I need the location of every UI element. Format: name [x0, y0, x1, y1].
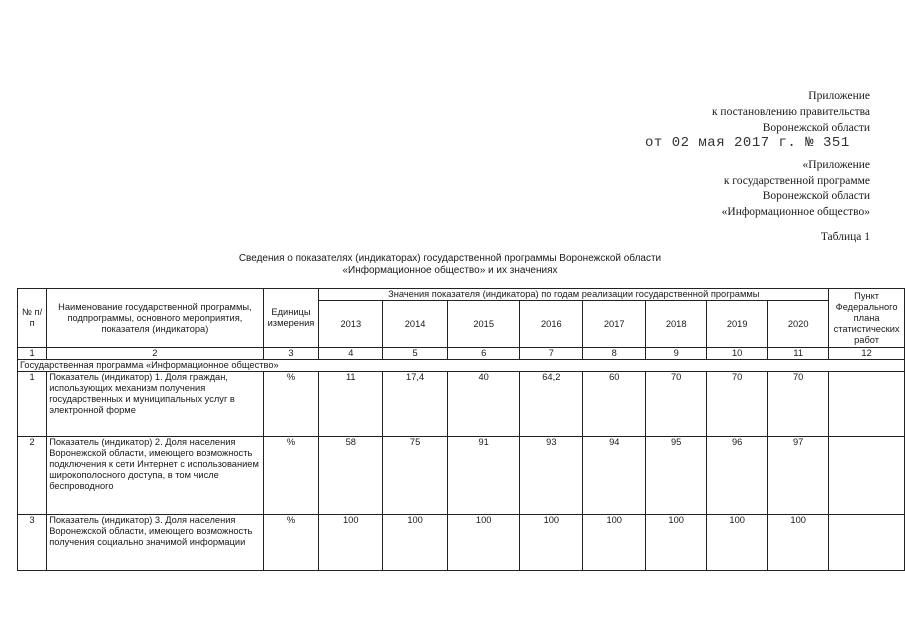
- indicator-unit: %: [263, 515, 319, 571]
- decree-date: от 02 мая 2017 г. № 351: [645, 135, 850, 151]
- indicator-value: 17,4: [383, 372, 448, 437]
- appendix-header: [712, 88, 870, 136]
- indicator-value: 91: [448, 437, 520, 515]
- federal-plan-cell: [829, 372, 905, 437]
- indicator-value: 60: [583, 372, 646, 437]
- year-header: 2013: [319, 301, 383, 348]
- column-number: 1: [18, 348, 47, 360]
- table-row: [18, 515, 905, 571]
- indicator-name: Показатель (индикатор) 1. Доля граждан, использующих механизм получения государственных и муниципальных услуг в электронной форме: [47, 372, 263, 437]
- indicator-value: 75: [383, 437, 448, 515]
- column-number: 11: [768, 348, 829, 360]
- indicator-unit: %: [263, 372, 319, 437]
- column-number: 4: [319, 348, 383, 360]
- indicator-unit: %: [263, 437, 319, 515]
- column-number: 10: [707, 348, 768, 360]
- indicators-table: [17, 288, 905, 571]
- year-header: 2020: [768, 301, 829, 348]
- header-num: № п/п: [18, 289, 47, 348]
- year-header: 2017: [583, 301, 646, 348]
- federal-plan-cell: [829, 437, 905, 515]
- prior-appendix-line-1: «Приложение: [802, 159, 870, 171]
- header-values-group: Значения показателя (индикатора) по годам реализации государственной программы: [319, 289, 829, 301]
- row-number: 3: [18, 515, 47, 571]
- table-row: [18, 372, 905, 437]
- prior-appendix-line-2: к государственной программе: [723, 174, 870, 187]
- indicator-value: 100: [319, 515, 383, 571]
- indicator-value: 64,2: [520, 372, 583, 437]
- indicator-value: 95: [646, 437, 707, 515]
- indicator-value: 94: [583, 437, 646, 515]
- header-units: Единицы измерения: [263, 289, 319, 348]
- year-header: 2014: [383, 301, 448, 348]
- header-federal-plan: Пункт Федерального плана статистических работ: [829, 289, 905, 348]
- indicator-name: Показатель (индикатор) 3. Доля населения Воронежской области, имеющего возможность получения социально значимой информации: [47, 515, 263, 571]
- appendix-line-2: к постановлению правительства: [711, 106, 870, 118]
- indicator-value: 100: [768, 515, 829, 571]
- year-header: 2015: [448, 301, 520, 348]
- column-number: 5: [383, 348, 448, 360]
- column-number: 6: [448, 348, 520, 360]
- indicator-value: 100: [520, 515, 583, 571]
- year-header: 2018: [646, 301, 707, 348]
- column-number: 12: [829, 348, 905, 360]
- indicator-value: 70: [646, 372, 707, 437]
- program-name: Государственная программа «Информационное общество»: [18, 360, 905, 372]
- row-number: 1: [18, 372, 47, 437]
- row-number: 2: [18, 437, 47, 515]
- indicator-value: 70: [707, 372, 768, 437]
- indicator-value: 100: [383, 515, 448, 571]
- column-number: 2: [47, 348, 263, 360]
- indicator-value: 70: [768, 372, 829, 437]
- prior-appendix-header: [722, 158, 870, 220]
- federal-plan-cell: [829, 515, 905, 571]
- year-header: 2019: [707, 301, 768, 348]
- program-row: [18, 360, 905, 372]
- column-number: 9: [646, 348, 707, 360]
- document-title-line-1: Сведения о показателях (индикаторах) государственной программы Воронежской области: [238, 253, 662, 264]
- indicator-name: Показатель (индикатор) 2. Доля населения Воронежской области, имеющего возможность подключения к сети Интернет с использованием широкополосного доступа, в том числе беспроводного: [47, 437, 263, 515]
- indicator-value: 11: [319, 372, 383, 437]
- prior-appendix-line-4: «Информационное общество»: [721, 205, 870, 218]
- appendix-line-1: Приложение: [808, 90, 870, 102]
- indicator-value: 100: [707, 515, 768, 571]
- indicator-value: 100: [448, 515, 520, 571]
- indicator-value: 96: [707, 437, 768, 515]
- indicator-value: 93: [520, 437, 583, 515]
- table-row: [18, 437, 905, 515]
- column-number: 3: [263, 348, 319, 360]
- indicator-value: 97: [768, 437, 829, 515]
- year-header: 2016: [520, 301, 583, 348]
- document-title-line-2: «Информационное общество» и их значениях: [342, 265, 558, 276]
- table-label: Таблица 1: [820, 231, 870, 243]
- column-number-row: [18, 348, 905, 360]
- column-number: 7: [520, 348, 583, 360]
- header-name: Наименование государственной программы, подпрограммы, основного мероприятия, показателя (индикатора): [47, 289, 263, 348]
- appendix-line-3: Воронежской области: [762, 122, 870, 134]
- prior-appendix-line-3: Воронежской области: [762, 190, 870, 202]
- indicator-value: 58: [319, 437, 383, 515]
- document-title: [150, 253, 750, 277]
- indicator-value: 40: [448, 372, 520, 437]
- indicator-value: 100: [646, 515, 707, 571]
- column-number: 8: [583, 348, 646, 360]
- indicator-value: 100: [583, 515, 646, 571]
